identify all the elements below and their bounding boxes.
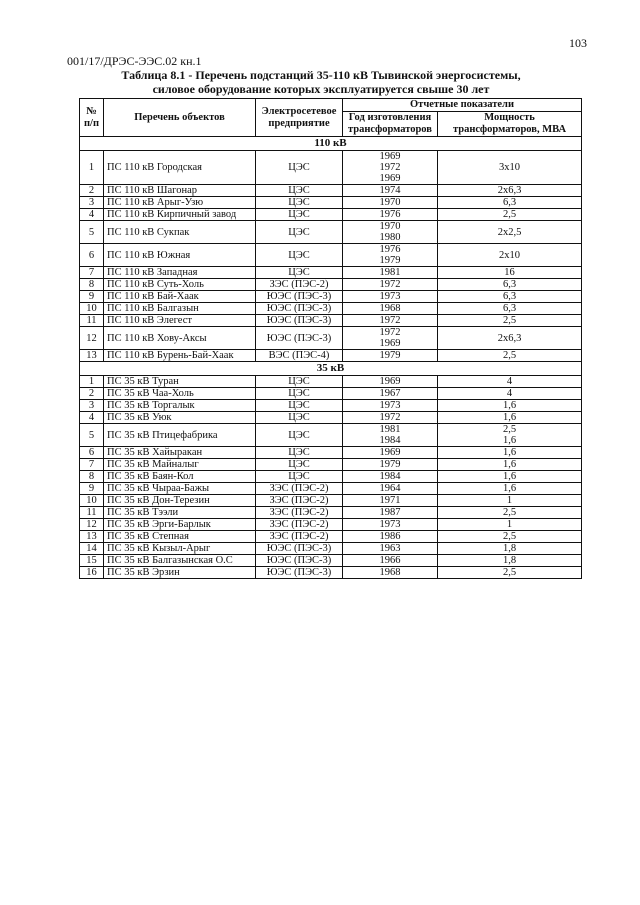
year-cell bbox=[343, 221, 438, 244]
object-name: ПС 35 кВ Туран bbox=[104, 376, 256, 388]
power-cell bbox=[438, 267, 582, 279]
year-cell bbox=[343, 567, 438, 579]
year-cell bbox=[343, 400, 438, 412]
power-value: 1 bbox=[506, 519, 513, 530]
power-cell bbox=[438, 350, 582, 362]
header-objects: Перечень объектов bbox=[104, 99, 256, 137]
power-cell bbox=[438, 555, 582, 567]
power-cell bbox=[438, 459, 582, 471]
company-name: ЗЭС (ПЭС-2) bbox=[256, 279, 343, 291]
object-name: ПС 110 кВ Сукпак bbox=[104, 221, 256, 244]
year-cell bbox=[343, 459, 438, 471]
table-row bbox=[80, 567, 582, 579]
company-name: ЦЭС bbox=[256, 221, 343, 244]
row-number: 1 bbox=[80, 151, 104, 185]
table-body bbox=[80, 137, 582, 579]
power-cell bbox=[438, 291, 582, 303]
object-name: ПС 110 кВ Бай-Хаак bbox=[104, 291, 256, 303]
year-value: 1968 bbox=[379, 303, 401, 314]
year-value: 1966 bbox=[379, 555, 401, 566]
row-number: 2 bbox=[80, 388, 104, 400]
year-cell bbox=[343, 543, 438, 555]
row-number: 13 bbox=[80, 531, 104, 543]
year-cell bbox=[343, 244, 438, 267]
year-value: 1963 bbox=[379, 543, 401, 554]
power-cell bbox=[438, 185, 582, 197]
year-value: 1970 bbox=[379, 197, 401, 208]
row-number: 2 bbox=[80, 185, 104, 197]
power-value: 2,5 bbox=[502, 424, 517, 435]
row-number: 7 bbox=[80, 267, 104, 279]
year-value: 1969 bbox=[379, 173, 401, 184]
row-number: 11 bbox=[80, 507, 104, 519]
row-number: 11 bbox=[80, 315, 104, 327]
company-name: ЦЭС bbox=[256, 197, 343, 209]
year-value: 1969 bbox=[379, 151, 401, 162]
company-name: ЗЭС (ПЭС-2) bbox=[256, 483, 343, 495]
object-name: ПС 35 кВ Дон-Терезин bbox=[104, 495, 256, 507]
year-cell bbox=[343, 291, 438, 303]
year-value: 1973 bbox=[379, 291, 401, 302]
row-number: 12 bbox=[80, 519, 104, 531]
power-cell bbox=[438, 543, 582, 555]
object-name: ПС 110 кВ Шагонар bbox=[104, 185, 256, 197]
year-value: 1970 bbox=[379, 221, 401, 232]
company-name: ЦЭС bbox=[256, 459, 343, 471]
object-name: ПС 110 кВ Кирпичный завод bbox=[104, 209, 256, 221]
table-caption bbox=[66, 68, 576, 96]
power-value: 1,8 bbox=[502, 555, 517, 566]
year-value: 1973 bbox=[379, 519, 401, 530]
section-row bbox=[80, 362, 582, 376]
power-value: 2,5 bbox=[502, 567, 517, 578]
object-name: ПС 110 кВ Балгазын bbox=[104, 303, 256, 315]
company-name: ЦЭС bbox=[256, 412, 343, 424]
table-row bbox=[80, 555, 582, 567]
object-name: ПС 35 кВ Баян-Кол bbox=[104, 471, 256, 483]
document-code: 001/17/ДРЭС-ЭЭС.02 кн.1 bbox=[67, 54, 202, 68]
year-value: 1968 bbox=[379, 567, 401, 578]
table-row bbox=[80, 412, 582, 424]
power-cell bbox=[438, 197, 582, 209]
year-value: 1972 bbox=[379, 162, 401, 173]
year-cell bbox=[343, 209, 438, 221]
year-value: 1987 bbox=[379, 507, 401, 518]
power-value: 1,6 bbox=[502, 412, 517, 423]
header-power: Мощность трансформаторов, МВА bbox=[438, 112, 582, 137]
table-row bbox=[80, 388, 582, 400]
company-name: ЦЭС bbox=[256, 209, 343, 221]
year-value: 1986 bbox=[379, 531, 401, 542]
company-name: ЦЭС bbox=[256, 267, 343, 279]
header-reported: Отчетные показатели bbox=[343, 99, 582, 112]
table-row bbox=[80, 376, 582, 388]
year-value: 1981 bbox=[379, 424, 401, 435]
power-cell bbox=[438, 151, 582, 185]
table-row bbox=[80, 495, 582, 507]
year-cell bbox=[343, 267, 438, 279]
company-name: ЦЭС bbox=[256, 388, 343, 400]
year-value: 1972 bbox=[379, 315, 401, 326]
section-title: 110 кВ bbox=[80, 137, 582, 151]
year-value: 1969 bbox=[379, 376, 401, 387]
power-cell bbox=[438, 447, 582, 459]
power-value: 6,3 bbox=[502, 279, 517, 290]
row-number: 3 bbox=[80, 197, 104, 209]
object-name: ПС 35 кВ Эрзин bbox=[104, 567, 256, 579]
power-value: 2х6,3 bbox=[497, 332, 522, 344]
table-row bbox=[80, 197, 582, 209]
power-value: 1,6 bbox=[502, 471, 517, 482]
object-name: ПС 35 кВ Балгазынская О.С bbox=[104, 555, 256, 567]
power-value: 2х2,5 bbox=[497, 226, 522, 238]
company-name: ЗЭС (ПЭС-2) bbox=[256, 519, 343, 531]
table-row bbox=[80, 519, 582, 531]
object-name: ПС 35 кВ Степная bbox=[104, 531, 256, 543]
row-number: 5 bbox=[80, 424, 104, 447]
row-number: 12 bbox=[80, 327, 104, 350]
power-cell bbox=[438, 495, 582, 507]
object-name: ПС 110 кВ Западная bbox=[104, 267, 256, 279]
company-name: ЦЭС bbox=[256, 185, 343, 197]
year-cell bbox=[343, 376, 438, 388]
caption-line-2: силовое оборудование которых эксплуатируется свыше 30 лет bbox=[152, 82, 490, 96]
power-value: 1,6 bbox=[502, 447, 517, 458]
table-row bbox=[80, 279, 582, 291]
company-name: ЮЭС (ПЭС-3) bbox=[256, 291, 343, 303]
table-row bbox=[80, 543, 582, 555]
row-number: 9 bbox=[80, 483, 104, 495]
year-cell bbox=[343, 315, 438, 327]
power-cell bbox=[438, 327, 582, 350]
table-row bbox=[80, 315, 582, 327]
year-value: 1981 bbox=[379, 267, 401, 278]
table-row bbox=[80, 483, 582, 495]
company-name: ЦЭС bbox=[256, 424, 343, 447]
row-number: 6 bbox=[80, 447, 104, 459]
power-value: 2,5 bbox=[502, 209, 517, 220]
year-value: 1976 bbox=[379, 244, 401, 255]
power-cell bbox=[438, 244, 582, 267]
power-value: 6,3 bbox=[502, 197, 517, 208]
power-cell bbox=[438, 507, 582, 519]
power-value: 6,3 bbox=[502, 303, 517, 314]
year-value: 1984 bbox=[379, 435, 401, 446]
object-name: ПС 35 кВ Птицефабрика bbox=[104, 424, 256, 447]
company-name: ЗЭС (ПЭС-2) bbox=[256, 507, 343, 519]
header-company: Электросетевое предприятие bbox=[256, 99, 343, 137]
year-value: 1969 bbox=[379, 338, 401, 349]
company-name: ВЭС (ПЭС-4) bbox=[256, 350, 343, 362]
company-name: ЦЭС bbox=[256, 471, 343, 483]
row-number: 15 bbox=[80, 555, 104, 567]
object-name: ПС 35 кВ Эрги-Барлык bbox=[104, 519, 256, 531]
object-name: ПС 35 кВ Хайыракан bbox=[104, 447, 256, 459]
object-name: ПС 35 кВ Кызыл-Арыг bbox=[104, 543, 256, 555]
company-name: ЦЭС bbox=[256, 447, 343, 459]
table-row bbox=[80, 350, 582, 362]
row-number: 5 bbox=[80, 221, 104, 244]
year-value: 1964 bbox=[379, 483, 401, 494]
table-row bbox=[80, 185, 582, 197]
power-value: 1,6 bbox=[502, 459, 517, 470]
year-value: 1979 bbox=[379, 459, 401, 470]
year-value: 1980 bbox=[379, 232, 401, 243]
object-name: ПС 110 кВ Городская bbox=[104, 151, 256, 185]
year-cell bbox=[343, 507, 438, 519]
power-value: 1,8 bbox=[502, 543, 517, 554]
object-name: ПС 110 кВ Арыг-Узю bbox=[104, 197, 256, 209]
table-row bbox=[80, 507, 582, 519]
table-row bbox=[80, 459, 582, 471]
power-value: 2,5 bbox=[502, 315, 517, 326]
power-value: 4 bbox=[506, 388, 513, 399]
power-cell bbox=[438, 315, 582, 327]
company-name: ЮЭС (ПЭС-3) bbox=[256, 327, 343, 350]
table-row bbox=[80, 244, 582, 267]
year-cell bbox=[343, 303, 438, 315]
substations-table bbox=[79, 98, 582, 579]
power-cell bbox=[438, 483, 582, 495]
table-row bbox=[80, 424, 582, 447]
table-row bbox=[80, 209, 582, 221]
year-value: 1976 bbox=[379, 209, 401, 220]
table-row bbox=[80, 151, 582, 185]
year-cell bbox=[343, 151, 438, 185]
object-name: ПС 35 кВ Уюк bbox=[104, 412, 256, 424]
year-value: 1984 bbox=[379, 471, 401, 482]
table-row bbox=[80, 447, 582, 459]
power-cell bbox=[438, 400, 582, 412]
table-header bbox=[80, 99, 582, 137]
power-value: 1,6 bbox=[502, 400, 517, 411]
year-value: 1969 bbox=[379, 447, 401, 458]
year-value: 1971 bbox=[379, 495, 401, 506]
year-value: 1974 bbox=[379, 185, 401, 196]
power-cell bbox=[438, 209, 582, 221]
year-cell bbox=[343, 350, 438, 362]
company-name: ЮЭС (ПЭС-3) bbox=[256, 555, 343, 567]
row-number: 3 bbox=[80, 400, 104, 412]
year-cell bbox=[343, 185, 438, 197]
row-number: 14 bbox=[80, 543, 104, 555]
company-name: ЮЭС (ПЭС-3) bbox=[256, 567, 343, 579]
year-cell bbox=[343, 495, 438, 507]
power-cell bbox=[438, 279, 582, 291]
year-cell bbox=[343, 531, 438, 543]
power-cell bbox=[438, 376, 582, 388]
object-name: ПС 110 кВ Элегест bbox=[104, 315, 256, 327]
row-number: 4 bbox=[80, 209, 104, 221]
header-year: Год изготовления трансформаторов bbox=[343, 112, 438, 137]
object-name: ПС 110 кВ Хову-Аксы bbox=[104, 327, 256, 350]
power-value: 1,6 bbox=[502, 435, 517, 446]
power-value: 2х10 bbox=[499, 249, 520, 261]
power-cell bbox=[438, 471, 582, 483]
year-cell bbox=[343, 197, 438, 209]
company-name: ЦЭС bbox=[256, 400, 343, 412]
object-name: ПС 35 кВ Майналыг bbox=[104, 459, 256, 471]
power-value: 1 bbox=[506, 495, 513, 506]
power-cell bbox=[438, 519, 582, 531]
year-value: 1979 bbox=[379, 255, 401, 266]
year-value: 1967 bbox=[379, 388, 401, 399]
page-number: 103 bbox=[569, 36, 587, 50]
power-value: 2х6,3 bbox=[497, 185, 522, 196]
company-name: ЮЭС (ПЭС-3) bbox=[256, 315, 343, 327]
power-value: 2,5 bbox=[502, 507, 517, 518]
year-cell bbox=[343, 424, 438, 447]
power-value: 3х10 bbox=[499, 162, 520, 173]
power-cell bbox=[438, 424, 582, 447]
row-number: 6 bbox=[80, 244, 104, 267]
year-value: 1972 bbox=[379, 327, 401, 338]
object-name: ПС 35 кВ Торгалык bbox=[104, 400, 256, 412]
company-name: ЦЭС bbox=[256, 376, 343, 388]
header-number: № п/п bbox=[80, 99, 104, 137]
row-number: 13 bbox=[80, 350, 104, 362]
table-row bbox=[80, 327, 582, 350]
row-number: 16 bbox=[80, 567, 104, 579]
year-value: 1979 bbox=[379, 350, 401, 361]
table-row bbox=[80, 531, 582, 543]
row-number: 10 bbox=[80, 495, 104, 507]
company-name: ЗЭС (ПЭС-2) bbox=[256, 495, 343, 507]
power-value: 6,3 bbox=[502, 291, 517, 302]
power-value: 4 bbox=[506, 376, 513, 387]
power-value: 16 bbox=[504, 267, 515, 278]
table-row bbox=[80, 267, 582, 279]
year-cell bbox=[343, 327, 438, 350]
object-name: ПС 110 кВ Южная bbox=[104, 244, 256, 267]
power-cell bbox=[438, 412, 582, 424]
row-number: 4 bbox=[80, 412, 104, 424]
year-cell bbox=[343, 483, 438, 495]
section-title: 35 кВ bbox=[80, 362, 582, 376]
table-row bbox=[80, 291, 582, 303]
row-number: 1 bbox=[80, 376, 104, 388]
year-cell bbox=[343, 471, 438, 483]
object-name: ПС 110 кВ Суть-Холь bbox=[104, 279, 256, 291]
row-number: 7 bbox=[80, 459, 104, 471]
power-value: 1,6 bbox=[502, 483, 517, 494]
year-cell bbox=[343, 519, 438, 531]
row-number: 10 bbox=[80, 303, 104, 315]
object-name: ПС 110 кВ Бурень-Бай-Хаак bbox=[104, 350, 256, 362]
year-cell bbox=[343, 555, 438, 567]
year-value: 1972 bbox=[379, 279, 401, 290]
object-name: ПС 35 кВ Тээли bbox=[104, 507, 256, 519]
power-cell bbox=[438, 221, 582, 244]
power-cell bbox=[438, 567, 582, 579]
row-number: 9 bbox=[80, 291, 104, 303]
power-cell bbox=[438, 303, 582, 315]
power-cell bbox=[438, 531, 582, 543]
company-name: ЦЭС bbox=[256, 244, 343, 267]
year-value: 1972 bbox=[379, 412, 401, 423]
object-name: ПС 35 кВ Чаа-Холь bbox=[104, 388, 256, 400]
power-value: 2,5 bbox=[502, 531, 517, 542]
power-cell bbox=[438, 388, 582, 400]
section-row bbox=[80, 137, 582, 151]
company-name: ЗЭС (ПЭС-2) bbox=[256, 531, 343, 543]
table-row bbox=[80, 400, 582, 412]
object-name: ПС 35 кВ Чыраа-Бажы bbox=[104, 483, 256, 495]
company-name: ЦЭС bbox=[256, 151, 343, 185]
table-row bbox=[80, 303, 582, 315]
company-name: ЮЭС (ПЭС-3) bbox=[256, 303, 343, 315]
table-row bbox=[80, 471, 582, 483]
year-cell bbox=[343, 388, 438, 400]
table-row bbox=[80, 221, 582, 244]
row-number: 8 bbox=[80, 471, 104, 483]
year-cell bbox=[343, 447, 438, 459]
company-name: ЮЭС (ПЭС-3) bbox=[256, 543, 343, 555]
row-number: 8 bbox=[80, 279, 104, 291]
caption-line-1: Таблица 8.1 - Перечень подстанций 35-110 кВ Тывинской энергосистемы, bbox=[121, 68, 521, 82]
power-value: 2,5 bbox=[502, 350, 517, 361]
year-cell bbox=[343, 412, 438, 424]
year-cell bbox=[343, 279, 438, 291]
year-value: 1973 bbox=[379, 400, 401, 411]
